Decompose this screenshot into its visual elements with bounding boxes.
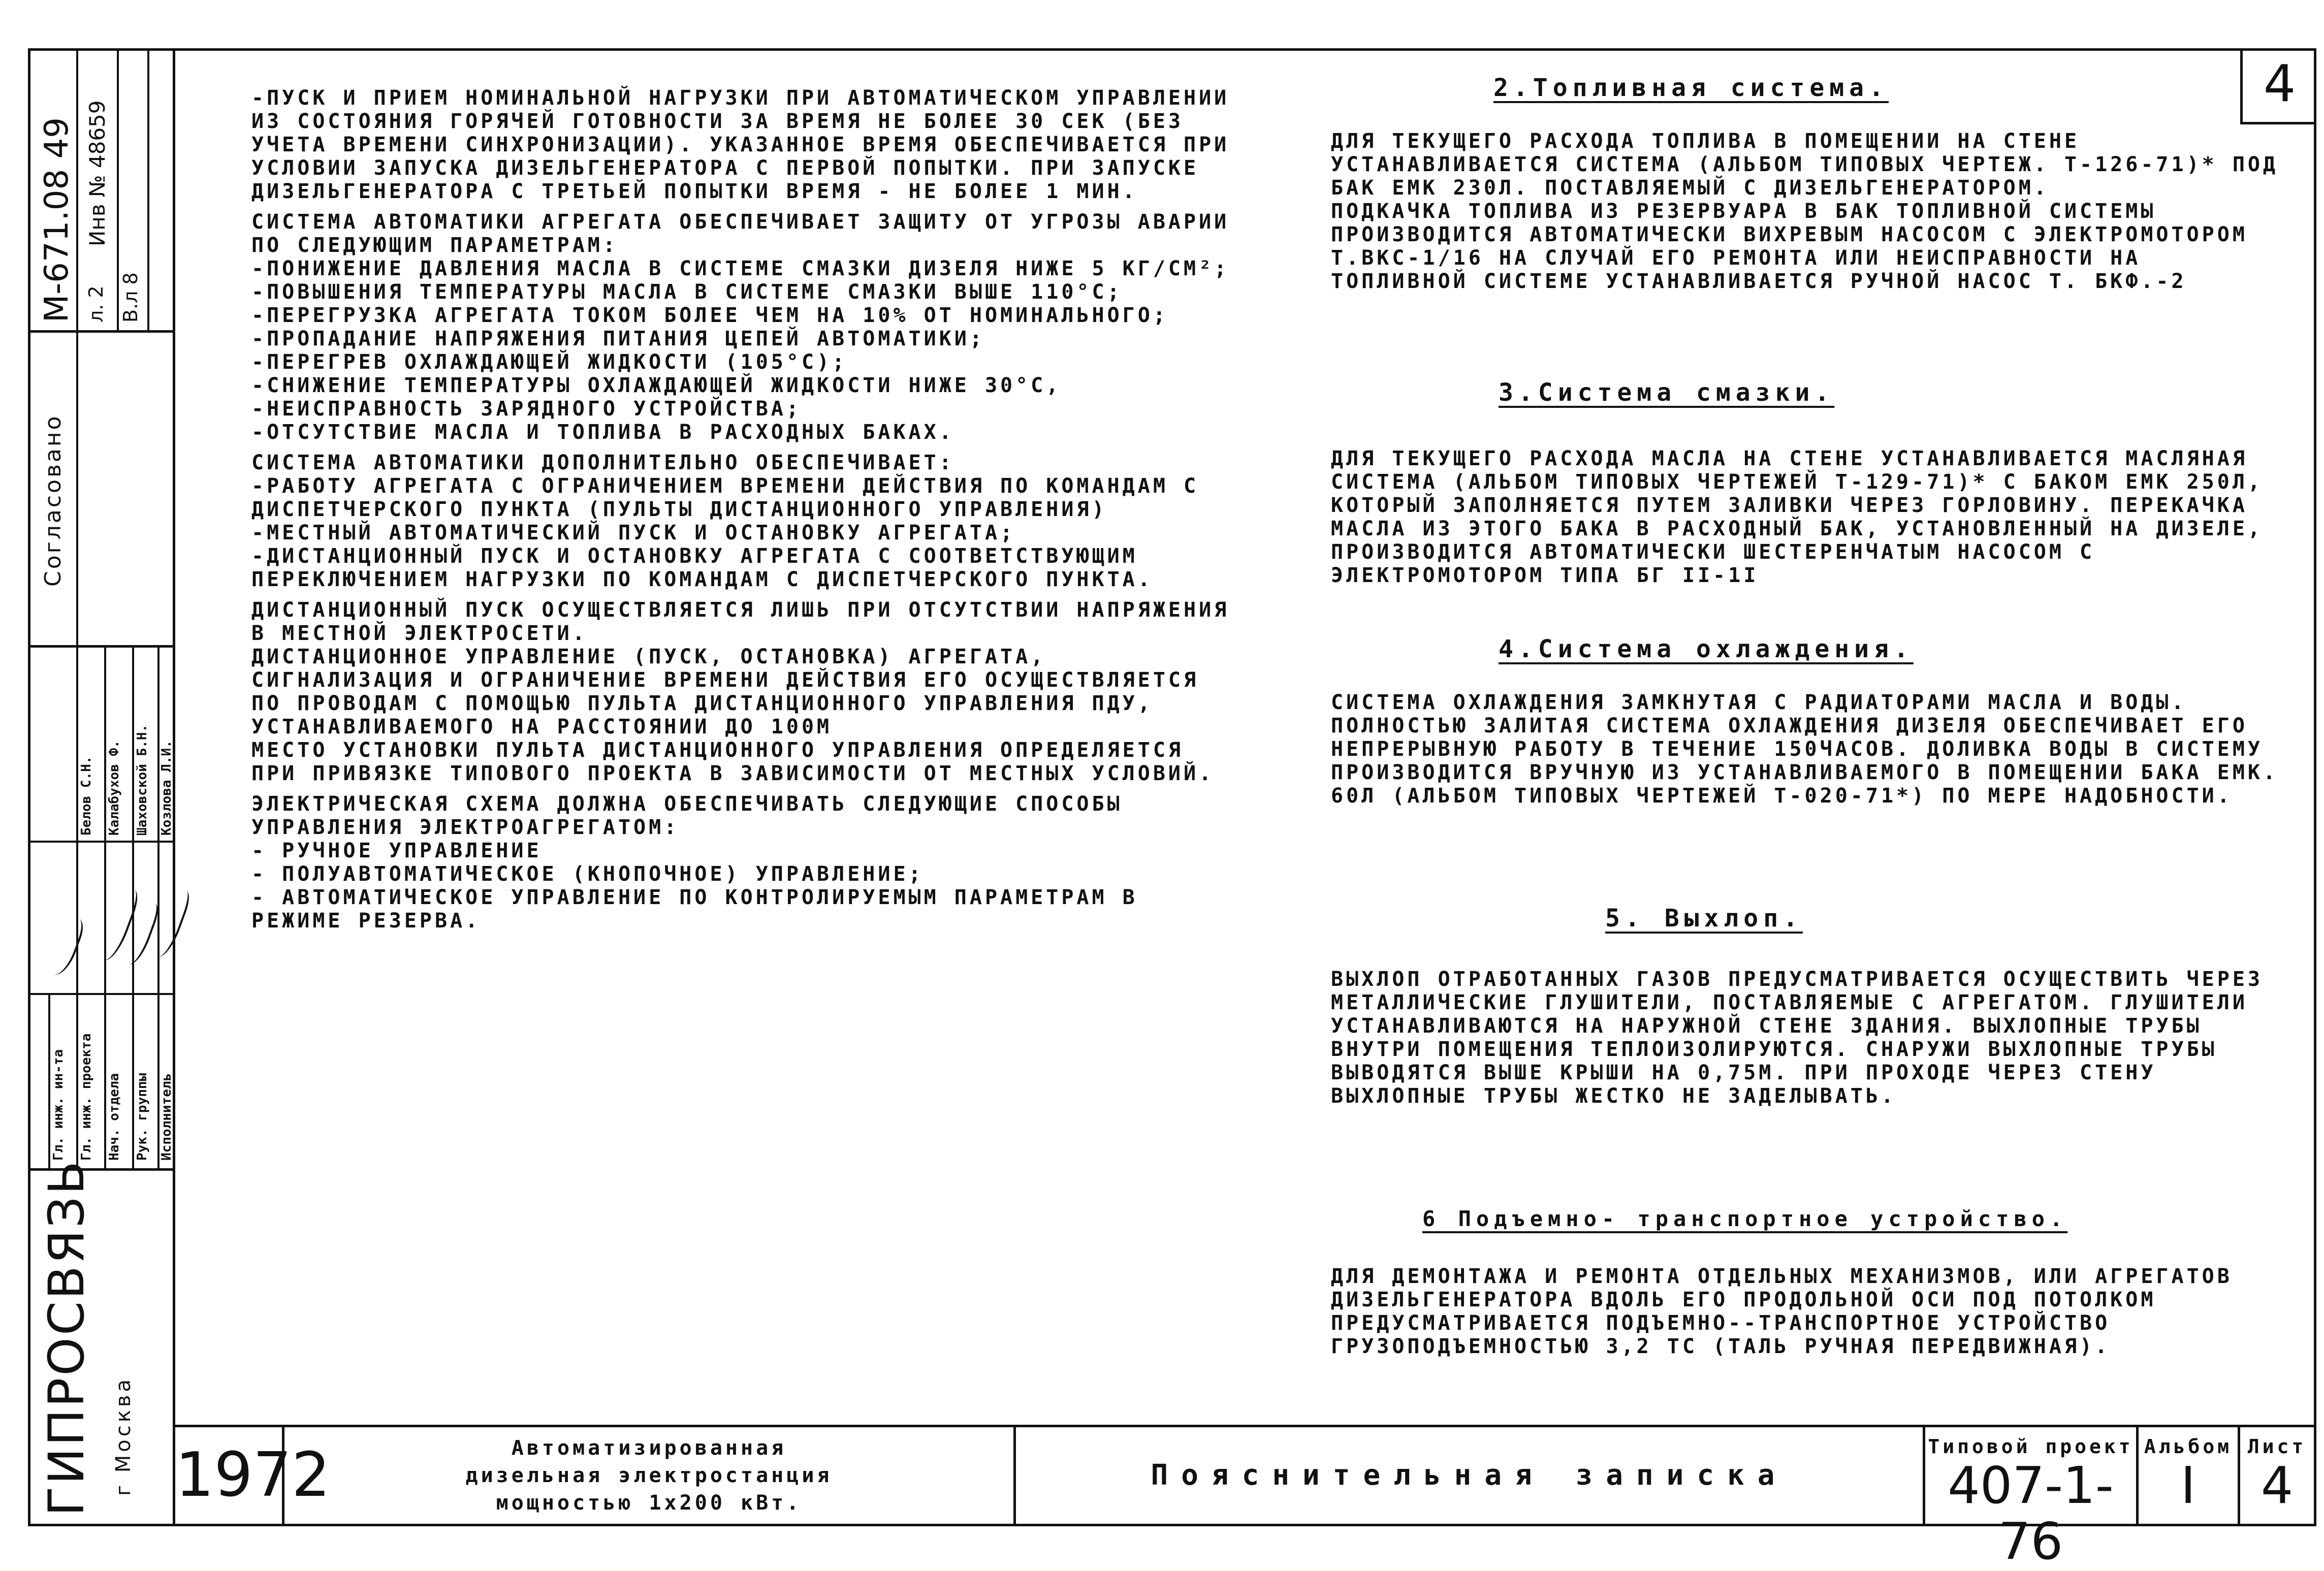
name-4: Козлова Л.И. <box>159 740 174 836</box>
code-cell <box>28 48 175 333</box>
section-body: ДЛЯ ДЕМОНТАЖА И РЕМОНТА ОТДЕЛЬНЫХ МЕХАНИЗМОВ, ИЛИ АГРЕГАТОВ ДИЗЕЛЬГЕНЕРАТОРА ВДОЛЬ ЕГО ПРОДОЛЬНОЙ ОСИ ПОД ПОТОЛКОМ ПРЕДУСМАТРИВАЕТСЯ ПОДЪЕМНО--ТРАНСПОРТНОЕ УСТРОЙСТВО ГРУЗОПОДЪЕМНОСТЬЮ 3,2 ТС (ТАЛЬ РУЧНАЯ ПЕРЕДВИЖНАЯ). <box>1331 1265 2248 1358</box>
vl-mark: В.л 8 <box>119 272 142 323</box>
title-album-cell <box>2139 1427 2240 1526</box>
title-year: 1972 <box>175 1427 284 1526</box>
album-label: Альбом <box>2144 1435 2233 1458</box>
title-project-name <box>284 1427 1016 1526</box>
sheet-reference: л. 2 <box>85 285 107 323</box>
inventory-number: Инв № 48659 <box>85 100 110 246</box>
name-2: Калабухов Ф. <box>107 740 122 836</box>
section-body: СИСТЕМА ОХЛАЖДЕНИЯ ЗАМКНУТАЯ С РАДИАТОРАМИ МАСЛА И ВОДЫ. ПОЛНОСТЬЮ ЗАЛИТАЯ СИСТЕМА ОХЛАЖДЕНИЯ ДИЗЕЛЯ ОБЕСПЕЧИВАЕТ ЕГО НЕПРЕРЫВНУЮ РАБОТУ В ТЕЧЕНИЕ 150ЧАСОВ. ДОЛИВКА ВОДЫ В СИСТЕМУ ПРОИЗВОДИТСЯ ВРУЧНУЮ ИЗ УСТАНАВЛИВАЕМОГО В ПОМЕЩЕНИИ БАКА ЕМК. 60Л (АЛЬБОМ ТИПОВЫХ ЧЕРТЕЖЕЙ Т-020-71*) ПО МЕРЕ НАДОБНОСТИ. <box>1331 691 2294 808</box>
role-2: Гл. инж. проекта <box>79 1033 94 1161</box>
paragraph: -ПУСК И ПРИЕМ НОМИНАЛЬНОЙ НАГРУЗКИ ПРИ АВТОМАТИЧЕСКОМ УПРАВЛЕНИИ ИЗ СОСТОЯНИЯ ГОРЯЧЕЙ ГОТОВНОСТИ ЗА ВРЕМЯ НЕ БОЛЕЕ 30 СЕК (БЕЗ УЧЕТА ВРЕМЕНИ СИНХРОНИЗАЦИИ). УКАЗАННОЕ ВРЕМЯ ОБЕСПЕЧИВАЕТСЯ ПРИ УСЛОВИИ ЗАПУСКА ДИЗЕЛЬГЕНЕРАТОРА С ПЕРВОЙ ПОПЫТКИ. ПРИ ЗАПУСКЕ ДИЗЕЛЬГЕНЕРАТОРА С ТРЕТЬЕЙ ПОПЫТКИ ВРЕМЯ - НЕ БОЛЕЕ 1 МИН. <box>251 86 1245 203</box>
paragraph: СИСТЕМА АВТОМАТИКИ АГРЕГАТА ОБЕСПЕЧИВАЕТ ЗАЩИТУ ОТ УГРОЗЫ АВАРИИ ПО СЛЕДУЮЩИМ ПАРАМЕТРАМ: -ПОНИЖЕНИЕ ДАВЛЕНИЯ МАСЛА В СИСТЕМЕ СМАЗКИ ДИЗЕЛЯ НИЖЕ 5 КГ/СМ²; -ПОВЫШЕНИЯ ТЕМПЕРАТУРЫ МАСЛА В СИСТЕМЕ СМАЗКИ ВЫШЕ 110°С; -ПЕРЕГРУЗКА АГРЕГАТА ТОКОМ БОЛЕЕ ЧЕМ НА 10% ОТ НОМИНАЛЬНОГО; -ПРОПАДАНИЕ НАПРЯЖЕНИЯ ПИТАНИЯ ЦЕПЕЙ АВТОМАТИКИ; -ПЕРЕГРЕВ ОХЛАЖДАЮЩЕЙ ЖИДКОСТИ (105°С); -СНИЖЕНИЕ ТЕМПЕРАТУРЫ ОХЛАЖДАЮЩЕЙ ЖИДКОСТИ НИЖЕ 30°С, -НЕИСПРАВНОСТЬ ЗАРЯДНОГО УСТРОЙСТВА; -ОТСУТСТВИЕ МАСЛА И ТОПЛИВА В РАСХОДНЫХ БАКАХ. <box>251 210 1230 444</box>
section-heading: 4.Система охлаждения. <box>1499 635 1914 663</box>
project-label: Типовой проект <box>1928 1435 2134 1458</box>
project-number: 407-1-76 <box>1948 1456 2114 1571</box>
project-name-line-3: мощностью 1x200 кВт. <box>496 1491 802 1515</box>
section-heading: 5. Выхлоп. <box>1605 904 1803 933</box>
signature-cell <box>28 648 175 1171</box>
left-text-column <box>251 86 1245 940</box>
agreed-cell <box>28 333 175 648</box>
sheet-label: Лист <box>2247 1435 2307 1458</box>
title-document-type: Пояснительная записка <box>1016 1427 1925 1526</box>
title-project-cell <box>1925 1427 2139 1571</box>
section-text <box>1331 968 2286 1115</box>
role-1: Гл. инж. ин-та <box>51 1049 66 1161</box>
role-3: Нач. отдела <box>107 1073 122 1161</box>
paragraph: ЭЛЕКТРИЧЕСКАЯ СХЕМА ДОЛЖНА ОБЕСПЕЧИВАТЬ СЛЕДУЮЩИЕ СПОСОБЫ УПРАВЛЕНИЯ ЭЛЕКТРОАГРЕГАТОМ: - РУЧНОЕ УПРАВЛЕНИЕ - ПОЛУАВТОМАТИЧЕСКОЕ (КНОПОЧНОЕ) УПРАВЛЕНИЕ; - АВТОМАТИЧЕСКОЕ УПРАВЛЕНИЕ ПО КОНТРОЛИРУЕМЫМ ПАРАМЕТРАМ В РЕЖИМЕ РЕЗЕРВА. <box>251 792 1138 933</box>
section-heading: 2.Топливная система. <box>1493 74 1889 102</box>
album-number: I <box>2180 1456 2196 1515</box>
section-text <box>1331 691 2294 815</box>
role-5: Исполнитель <box>159 1073 174 1161</box>
section-heading: 3.Система смазки. <box>1499 378 1835 407</box>
name-3: Шаховской Б.Н. <box>135 724 150 836</box>
section-heading: 6 Подъемно- транспортное устройство. <box>1422 1206 2068 1231</box>
organization-city: г Москва <box>112 1376 135 1496</box>
title-sheet-cell <box>2240 1427 2314 1526</box>
sheet-number-box: 4 <box>2240 48 2316 124</box>
signature-1 <box>40 912 87 979</box>
section-text <box>1331 447 2286 594</box>
organization-name: ГИПРОСВЯЗЬ <box>38 1159 95 1516</box>
project-name-line-1: Автоматизированная <box>511 1436 787 1460</box>
paragraph: ДИСТАНЦИОННЫЙ ПУСК ОСУЩЕСТВЛЯЕТСЯ ЛИШЬ ПРИ ОТСУТСТВИИ НАПРЯЖЕНИЯ В МЕСТНОЙ ЭЛЕКТРОСЕТИ. ДИСТАНЦИОННОЕ УПРАВЛЕНИЕ (ПУСК, ОСТАНОВКА) АГРЕГАТА, СИГНАЛИЗАЦИЯ И ОГРАНИЧЕНИЕ ВРЕМЕНИ ДЕЙСТВИЯ ЕГО ОСУЩЕСТВЛЯЕТСЯ ПО ПРОВОДАМ С ПОМОЩЬЮ ПУЛЬТА ДИСТАНЦИОННОГО УПРАВЛЕНИЯ ПДУ, УСТАНАВЛИВАЕМОГО НА РАССТОЯНИИ ДО 100М МЕСТО УСТАНОВКИ ПУЛЬТА ДИСТАНЦИОННОГО УПРАВЛЕНИЯ ОПРЕДЕЛЯЕТСЯ ПРИ ПРИВЯЗКЕ ТИПОВОГО ПРОЕКТА В ЗАВИСИМОСТИ ОТ МЕСТНЫХ УСЛОВИЙ. <box>251 598 1230 785</box>
section-body: ДЛЯ ТЕКУЩЕГО РАСХОДА МАСЛА НА СТЕНЕ УСТАНАВЛИВАЕТСЯ МАСЛЯНАЯ СИСТЕМА (АЛЬБОМ ТИПОВЫХ ЧЕРТЕЖЕЙ Т-129-71)* С БАКОМ ЕМК 250Л, КОТОРЫЙ ЗАПОЛНЯЕТСЯ ПУТЕМ ЗАЛИВКИ ЧЕРЕЗ ГОРЛОВИНУ. ПЕРЕКАЧКА МАСЛА ИЗ ЭТОГО БАКА В РАСХОДНЫЙ БАК, УСТАНОВЛЕННЫЙ НА ДИЗЕЛЕ, ПРОИЗВОДИТСЯ АВТОМАТИЧЕСКИ ШЕСТЕРЕНЧАТЫМ НАСОСОМ С ЭЛЕКТРОМОТОРОМ ТИПА БГ II-1І <box>1331 447 2279 587</box>
section-body: ВЫХЛОП ОТРАБОТАННЫХ ГАЗОВ ПРЕДУСМАТРИВАЕТСЯ ОСУЩЕСТВИТЬ ЧЕРЕЗ МЕТАЛЛИЧЕСКИЕ ГЛУШИТЕЛИ, ПОСТАВЛЯЕМЫЕ С АГРЕГАТОМ. ГЛУШИТЕЛИ УСТАНАВЛИВАЮТСЯ НА НАРУЖНОЙ СТЕНЕ ЗДАНИЯ. ВЫХЛОПНЫЕ ТРУБЫ ВНУТРИ ПОМЕЩЕНИЯ ТЕПЛОИЗОЛИРУЮТСЯ. СНАРУЖИ ВЫХЛОПНЫЕ ТРУБЫ ВЫВОДЯТСЯ ВЫШЕ КРЫШИ НА 0,75М. ПРИ ПРОХОДЕ ЧЕРЕЗ СТЕНУ ВЫХЛОПНЫЕ ТРУБЫ ЖЕСТКО НЕ ЗАДЕЛЫВАТЬ. <box>1331 968 2279 1108</box>
paragraph: СИСТЕМА АВТОМАТИКИ ДОПОЛНИТЕЛЬНО ОБЕСПЕЧИВАЕТ: -РАБОТУ АГРЕГАТА С ОГРАНИЧЕНИЕМ ВРЕМЕНИ ДЕЙСТВИЯ ПО КОМАНДАМ С ДИСПЕТЧЕРСКОГО ПУНКТА (ПУЛЬТЫ ДИСТАНЦИОННОГО УПРАВЛЕНИЯ) -МЕСТНЫЙ АВТОМАТИЧЕСКИЙ ПУСК И ОСТАНОВКУ АГРЕГАТА; -ДИСТАНЦИОННЫЙ ПУСК И ОСТАНОВКУ АГРЕГАТА С СООТВЕТСТВУЮЩИМ ПЕРЕКЛЮЧЕНИЕМ НАГРУЗКИ ПО КОМАНДАМ С ДИСПЕТЧЕРСКОГО ПУНКТА. <box>251 451 1199 591</box>
title-block <box>175 1425 2316 1571</box>
name-1: Белов С.Н. <box>79 756 94 836</box>
section-text <box>1331 130 2286 300</box>
section-text <box>1331 1265 2286 1365</box>
organization-cell <box>28 1159 175 1526</box>
drawing-code: М-671.08 49 <box>38 117 76 323</box>
section-body: ДЛЯ ТЕКУЩЕГО РАСХОДА ТОПЛИВА В ПОМЕЩЕНИИ НА СТЕНЕ УСТАНАВЛИВАЕТСЯ СИСТЕМА (АЛЬБОМ ТИПОВЫХ ЧЕРТЕЖ. Т-126-71)* ПОД БАК ЕМК 230Л. ПОСТАВЛЯЕМЫЙ С ДИЗЕЛЬГЕНЕРАТОРОМ. ПОДКАЧКА ТОПЛИВА ИЗ РЕЗЕРВУАРА В БАК ТОПЛИВНОЙ СИСТЕМЫ ПРОИЗВОДИТСЯ АВТОМАТИЧЕСКИ ВИХРЕВЫМ НАСОСОМ С ЭЛЕКТРОМОТОРОМ Т.ВКС-1/16 НА СЛУЧАЙ ЕГО РЕМОНТА ИЛИ НЕИСПРАВНОСТИ НА ТОПЛИВНОЙ СИСТЕМЕ УСТАНАВЛИВАЕТСЯ РУЧНОЙ НАСОС Т. БКФ.-2 <box>1331 130 2279 293</box>
role-4: Рук. группы <box>135 1073 150 1161</box>
project-name-line-2: дизельная электростанция <box>465 1464 833 1487</box>
sheet-number: 4 <box>2261 1456 2294 1515</box>
agreed-label: Согласовано <box>40 414 66 587</box>
